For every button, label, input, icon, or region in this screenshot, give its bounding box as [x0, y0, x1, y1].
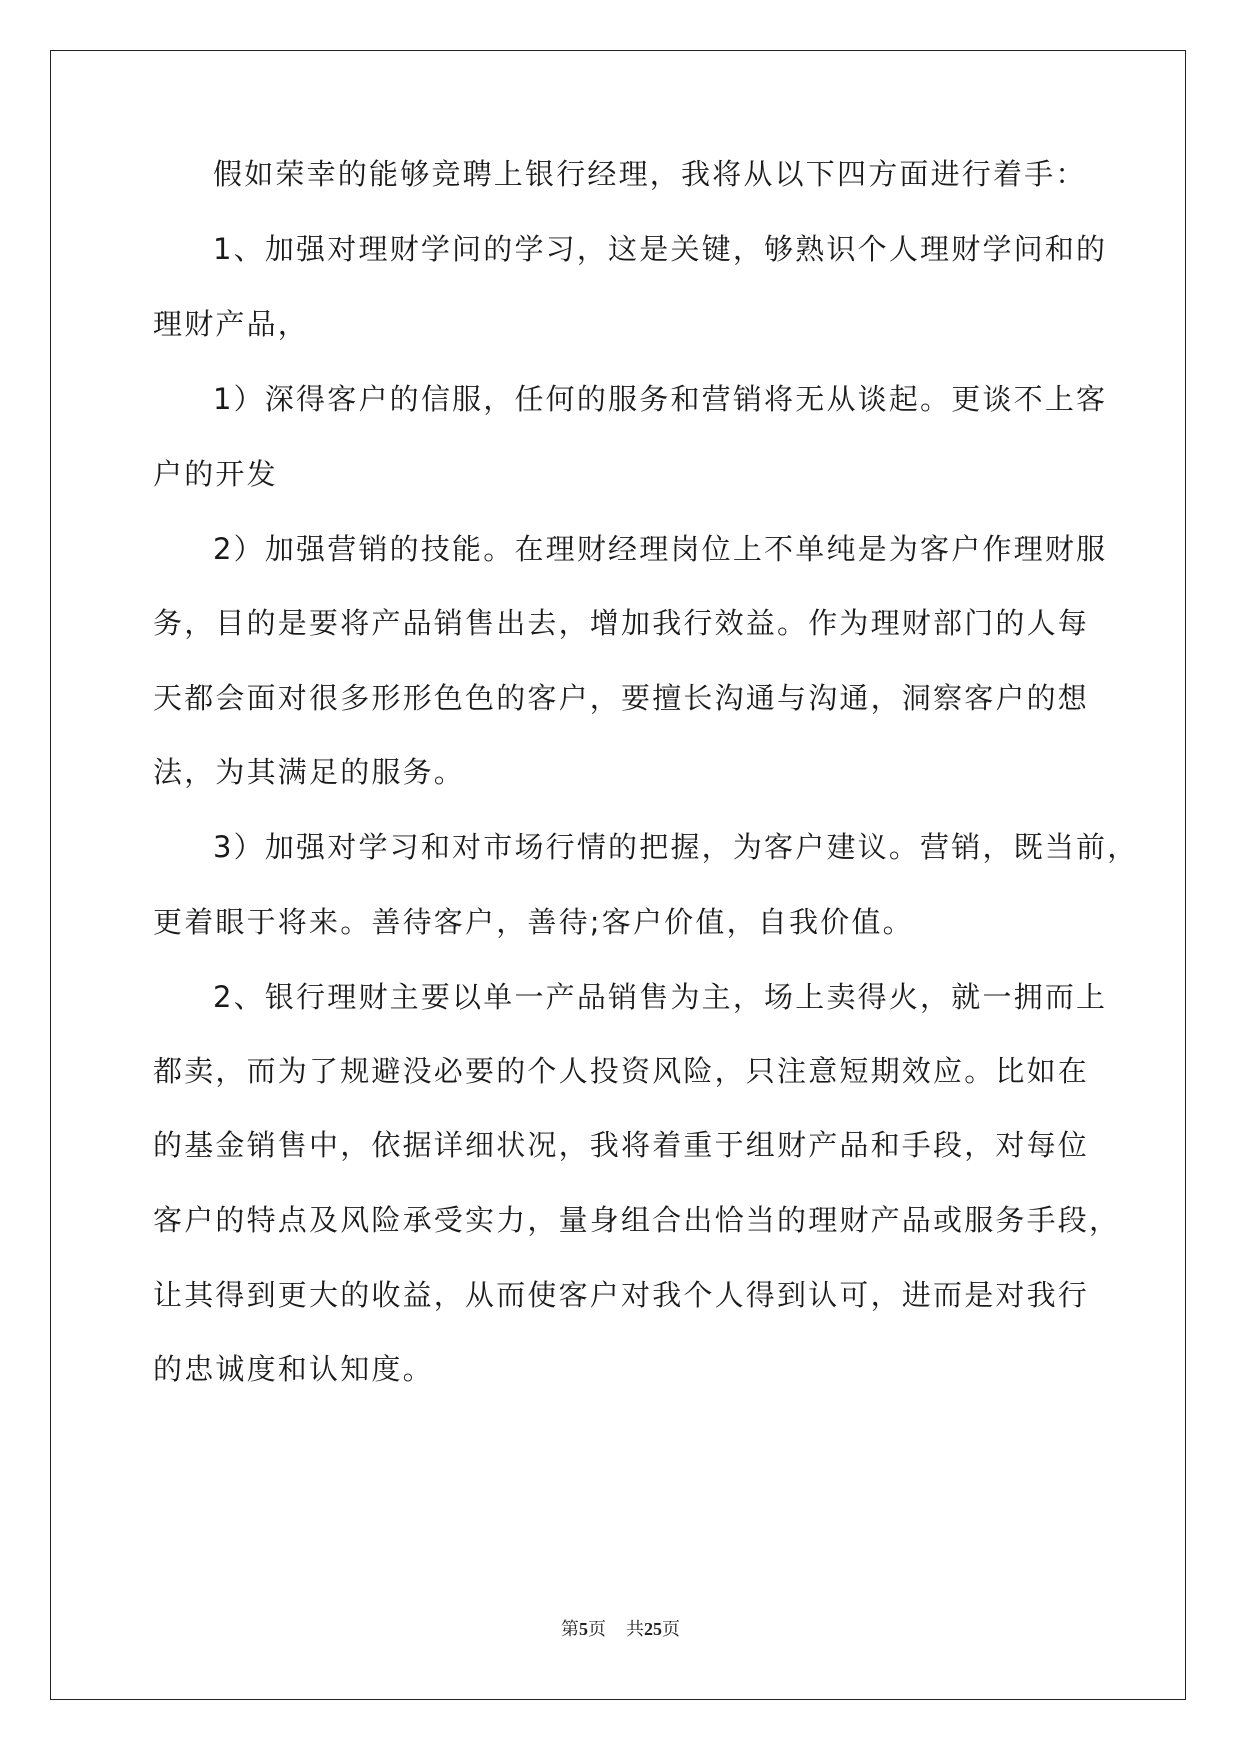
paragraph-line: 理财产品，: [153, 307, 310, 341]
footer-total-pages: 25: [644, 1619, 662, 1639]
paragraph-line: 客户的特点及风险承受实力，量身组合出恰当的理财产品或服务手段，: [153, 1203, 1121, 1237]
page-footer: [0, 1617, 1241, 1642]
paragraph-line: 都卖，而为了规避没必要的个人投资风险，只注意短期效应。比如在: [153, 1054, 1090, 1088]
paragraph-line: 1）深得客户的信服，任何的服务和营销将无从谈起。更谈不上客: [213, 382, 1108, 416]
footer-page-number: 5: [579, 1619, 588, 1639]
paragraph-line: 1、加强对理财学问的学习，这是关键，够熟识个人理财学问和的: [213, 232, 1108, 266]
paragraph-line: 的基金销售中，依据详细状况，我将着重于组财产品和手段，对每位: [153, 1128, 1090, 1162]
paragraph-line: 2）加强营销的技能。在理财经理岗位上不单纯是为客户作理财服: [213, 532, 1108, 566]
paragraph-line: 3）加强对学习和对市场行情的把握，为客户建议。营销，既当前，: [213, 830, 1139, 864]
paragraph-line: 更着眼于将来。善待客户，善待;客户价值，自我价值。: [153, 905, 914, 939]
page-border: [50, 50, 1186, 1700]
footer-total-prefix: 共: [626, 1619, 644, 1640]
paragraph-line: 法，为其满足的服务。: [153, 755, 466, 789]
paragraph-line: 2、银行理财主要以单一产品销售为主，场上卖得火，就一拥而上: [213, 980, 1108, 1014]
paragraph-line: 假如荣幸的能够竞聘上银行经理，我将从以下四方面进行着手：: [213, 157, 1087, 191]
paragraph-line: 务，目的是要将产品销售出去，增加我行效益。作为理财部门的人每: [153, 606, 1090, 640]
paragraph-line: 户的开发: [153, 457, 278, 491]
paragraph-line: 让其得到更大的收益，从而使客户对我个人得到认可，进而是对我行: [153, 1278, 1090, 1312]
footer-page-prefix: 第: [561, 1619, 579, 1640]
footer-total-suffix: 页: [662, 1619, 680, 1640]
paragraph-line: 的忠诚度和认知度。: [153, 1352, 434, 1386]
paragraph-line: 天都会面对很多形形色色的客户，要擅长沟通与沟通，洞察客户的想: [153, 681, 1090, 715]
footer-page-suffix: 页: [588, 1619, 606, 1640]
